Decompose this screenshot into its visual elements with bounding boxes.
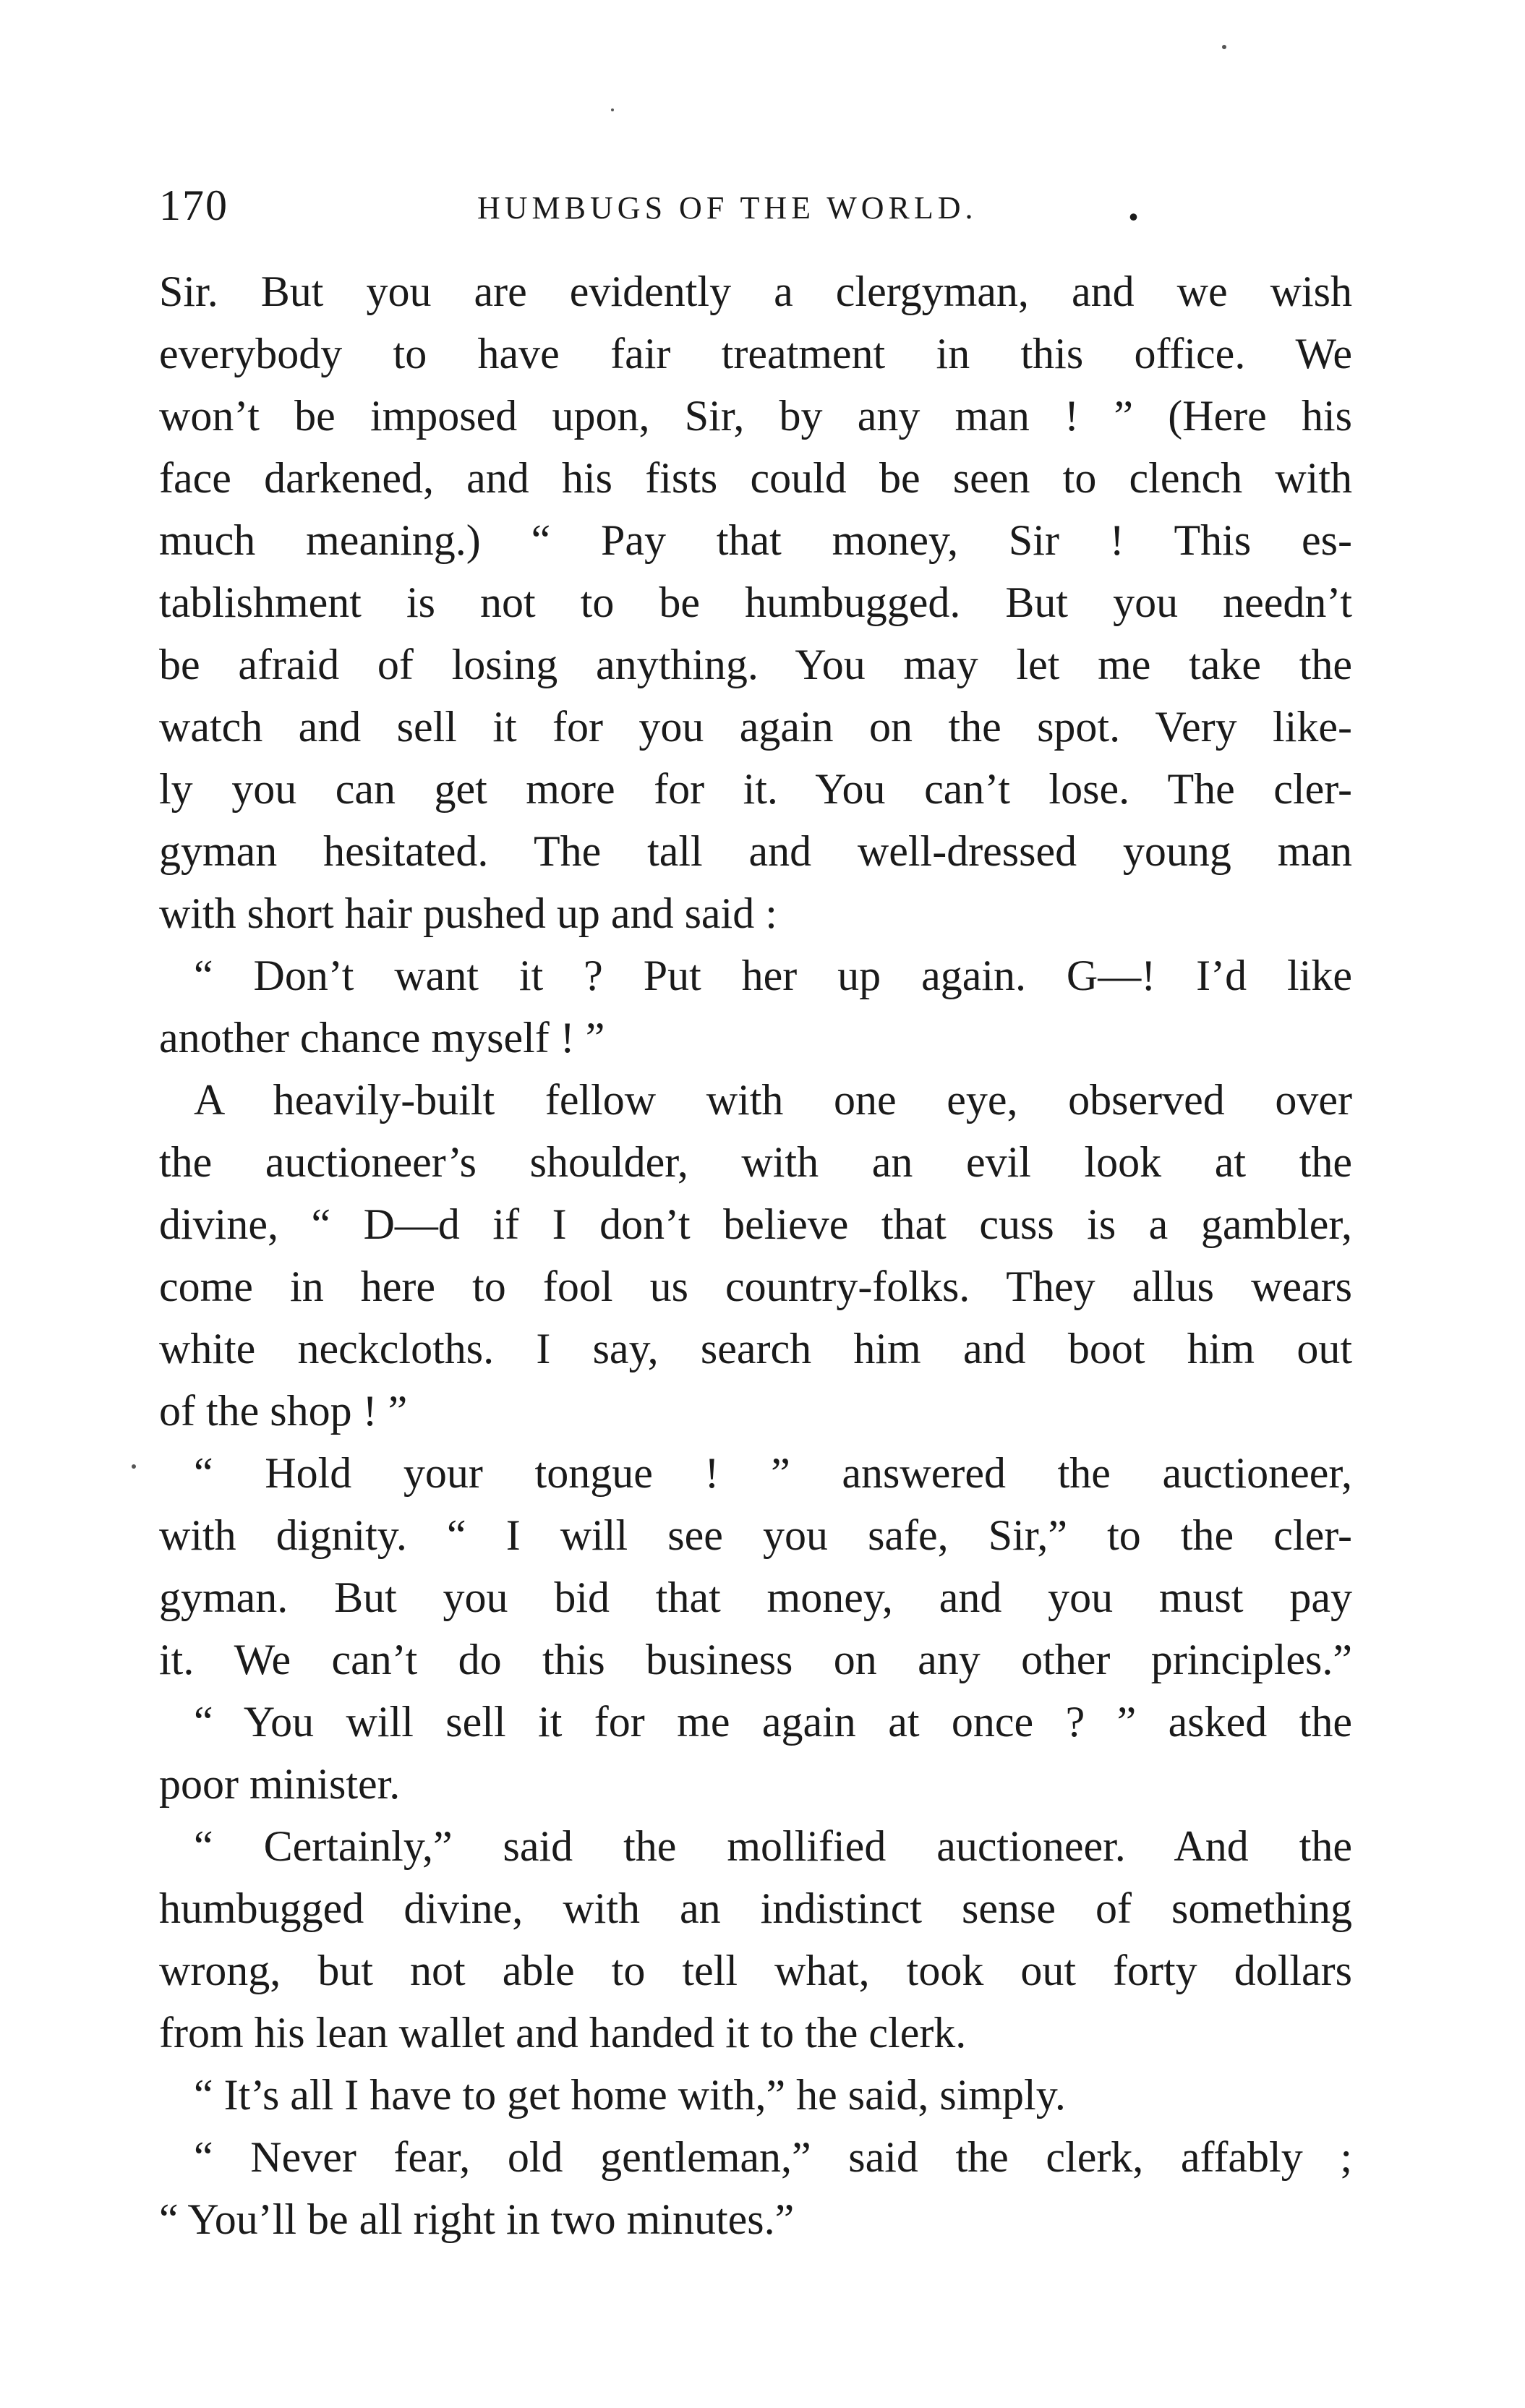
text-line: wrong, but not able to tell what, took out forty dollars <box>159 1947 1352 1994</box>
text-line: with short hair pushed up and said : <box>159 889 777 937</box>
text-line: much meaning.) “ Pay that money, Sir ! This es- <box>159 516 1352 564</box>
page-number: 170 <box>159 182 228 229</box>
text-line: divine, “ D—d if I don’t believe that cuss is a gambler, <box>159 1200 1352 1248</box>
stray-mark-top <box>1222 45 1226 49</box>
text-line: poor minister. <box>159 1760 401 1808</box>
stray-mark-margin <box>132 1464 136 1469</box>
text-line: won’t be imposed upon, Sir, by any man ! ” (Here his <box>159 392 1352 440</box>
stray-mark-top-center <box>611 108 614 111</box>
text-line: white neckcloths. I say, search him and boot him out <box>159 1325 1352 1372</box>
text-line: “ You’ll be all right in two minutes.” <box>159 2195 795 2243</box>
text-line: with dignity. “ I will see you safe, Sir,” to the cler- <box>159 1511 1352 1559</box>
text-line: face darkened, and his fists could be seen to clench with <box>159 454 1352 502</box>
text-line: everybody to have fair treatment in this office. We <box>159 330 1352 377</box>
running-head: HUMBUGS OF THE WORLD. <box>477 190 978 226</box>
text-line: it. We can’t do this business on any other principles.” <box>159 1636 1352 1683</box>
text-line: the auctioneer’s shoulder, with an evil look at the <box>159 1138 1352 1186</box>
book-page <box>159 181 1352 2250</box>
text-line: “ Certainly,” said the mollified auctioneer. And the <box>194 1822 1352 1870</box>
text-line: from his lean wallet and handed it to the clerk. <box>159 2009 967 2057</box>
page-header <box>159 181 1352 260</box>
text-line: gyman. But you bid that money, and you must pay <box>159 1574 1352 1621</box>
text-line: “ Hold your tongue ! ” answered the auctioneer, <box>194 1449 1352 1497</box>
text-line: tablishment is not to be humbugged. But you needn’t <box>159 578 1352 626</box>
text-line: watch and sell it for you again on the spot. Very like- <box>159 703 1352 751</box>
text-line: “ Never fear, old gentleman,” said the clerk, affably ; <box>194 2133 1352 2181</box>
text-line: Sir. But you are evidently a clergyman, and we wish <box>159 268 1352 315</box>
text-line: “ Don’t want it ? Put her up again. G—! I’d like <box>194 952 1352 999</box>
text-line: come in here to fool us country-folks. They allus wears <box>159 1263 1352 1310</box>
text-line: “ You will sell it for me again at once ? ” asked the <box>194 1698 1352 1746</box>
text-line: A heavily-built fellow with one eye, observed over <box>194 1076 1352 1124</box>
text-line: “ It’s all I have to get home with,” he said, simply. <box>194 2071 1066 2119</box>
page-body <box>159 260 1352 2250</box>
text-line: be afraid of losing anything. You may let me take the <box>159 641 1352 688</box>
header-dot: . <box>1128 182 1139 229</box>
text-line: humbugged divine, with an indistinct sense of something <box>159 1884 1352 1932</box>
text-line: gyman hesitated. The tall and well-dressed young man <box>159 827 1352 875</box>
text-line: another chance myself ! ” <box>159 1014 605 1062</box>
text-line: ly you can get more for it. You can’t lose. The cler- <box>159 765 1352 813</box>
text-line: of the shop ! ” <box>159 1387 408 1435</box>
